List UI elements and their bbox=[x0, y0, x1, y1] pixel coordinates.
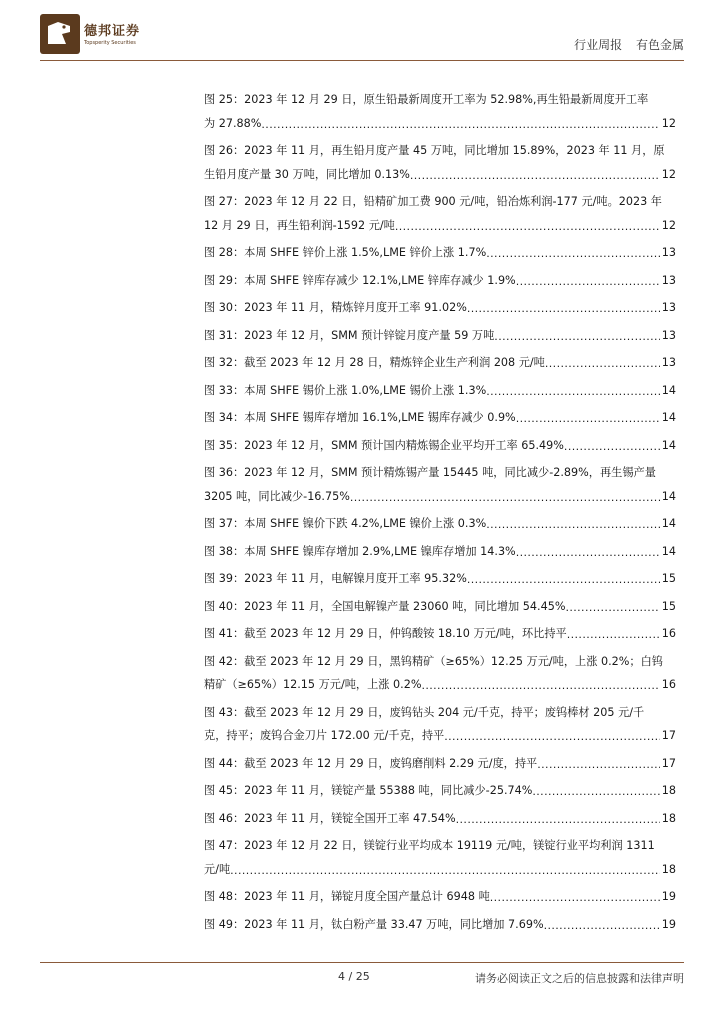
toc-entry-text: 克，持平；废钨合金刀片 172.00 元/千克，持平 bbox=[204, 729, 445, 742]
toc-entry-text: 3205 吨，同比减少-16.75% bbox=[204, 489, 350, 503]
toc-entry[interactable] bbox=[204, 434, 676, 458]
toc-leader-dots bbox=[567, 623, 660, 641]
toc-entry-text: 图 26：2023 年 11 月，再生铅月度产量 45 万吨，同比增加 15.89%，2023 年 11 月，原 bbox=[204, 144, 665, 157]
toc-entry-text: 图 25：2023 年 12 月 29 日，原生铅最新周度开工率为 52.98%,再生铅最新周度开工率 bbox=[204, 93, 649, 106]
toc-entry-text: 图 48：2023 年 11 月，锑锭月度全国产量总计 6948 吨 bbox=[204, 890, 490, 903]
toc-leader-dots bbox=[395, 215, 660, 233]
page-header bbox=[40, 12, 684, 58]
toc-leader-dots bbox=[494, 325, 659, 343]
toc-entry-text: 图 39：2023 年 11 月，电解镍月度开工率 95.32% bbox=[204, 572, 467, 585]
toc-line bbox=[204, 241, 676, 265]
toc-line bbox=[204, 379, 676, 403]
toc-page-number: 18 bbox=[661, 862, 676, 876]
toc-entry-text: 图 29：本周 SHFE 锌库存减少 12.1%,LME 锌库存减少 1.9% bbox=[204, 273, 516, 287]
toc-entry-text: 图 27：2023 年 12 月 22 日，铅精矿加工费 900 元/吨，铅冶炼利润-177 元/吨。2023 年 bbox=[204, 195, 662, 208]
toc-line bbox=[204, 296, 676, 320]
toc-line bbox=[204, 214, 676, 238]
toc-entry[interactable] bbox=[204, 241, 676, 265]
toc-line bbox=[204, 190, 676, 214]
toc-entry[interactable] bbox=[204, 324, 676, 348]
toc-leader-dots bbox=[486, 513, 660, 531]
figure-index bbox=[204, 88, 676, 940]
toc-line bbox=[204, 406, 676, 430]
toc-entry[interactable] bbox=[204, 379, 676, 403]
toc-page-number: 14 bbox=[661, 438, 676, 452]
toc-line bbox=[204, 752, 676, 776]
toc-entry[interactable] bbox=[204, 139, 676, 186]
toc-line bbox=[204, 834, 676, 858]
toc-entry[interactable] bbox=[204, 540, 676, 564]
toc-page-number: 16 bbox=[661, 678, 676, 691]
report-category bbox=[574, 36, 684, 53]
page-number: 4 / 25 bbox=[338, 970, 370, 983]
toc-line bbox=[204, 269, 676, 293]
toc-entry-text: 图 49：2023 年 11 月，钛白粉产量 33.47 万吨，同比增加 7.69% bbox=[204, 917, 544, 931]
toc-page-number: 13 bbox=[661, 328, 676, 342]
toc-entry-text: 图 37：本周 SHFE 镍价下跌 4.2%,LME 镍价上涨 0.3% bbox=[204, 517, 487, 530]
toc-entry-text: 图 35：2023 年 12 月，SMM 预计国内精炼锡企业平均开工率 65.49% bbox=[204, 438, 564, 452]
toc-page-number: 15 bbox=[661, 599, 676, 613]
toc-line bbox=[204, 461, 676, 485]
toc-leader-dots bbox=[486, 242, 660, 260]
toc-entry[interactable] bbox=[204, 351, 676, 375]
logo-english-name: Topsperity Securities bbox=[84, 40, 136, 46]
toc-line bbox=[204, 324, 676, 348]
toc-leader-dots bbox=[490, 886, 660, 904]
toc-line bbox=[204, 163, 676, 187]
toc-line bbox=[204, 885, 676, 909]
toc-entry-text: 元/吨 bbox=[204, 862, 231, 876]
toc-leader-dots bbox=[545, 352, 660, 370]
toc-leader-dots bbox=[261, 113, 659, 131]
toc-entry[interactable] bbox=[204, 595, 676, 619]
toc-page-number: 12 bbox=[661, 218, 676, 232]
toc-entry-text: 图 36：2023 年 12 月，SMM 预计精炼锡产量 15445 吨，同比减少-2.89%，再生锡产量 bbox=[204, 466, 656, 479]
toc-page-number: 13 bbox=[661, 301, 676, 314]
toc-entry-text: 生铅月度产量 30 万吨，同比增加 0.13% bbox=[204, 167, 410, 181]
toc-entry[interactable] bbox=[204, 296, 676, 320]
toc-entry-text: 图 41：截至 2023 年 12 月 29 日，仲钨酸铵 18.10 万元/吨，环比持平 bbox=[204, 627, 567, 640]
toc-entry-text: 图 31：2023 年 12 月，SMM 预计锌锭月度产量 59 万吨 bbox=[204, 328, 495, 342]
toc-entry-text: 图 34：本周 SHFE 锡库存增加 16.1%,LME 锡库存减少 0.9% bbox=[204, 411, 516, 424]
report-sector: 有色金属 bbox=[635, 38, 684, 52]
toc-leader-dots bbox=[421, 674, 659, 692]
toc-page-number: 12 bbox=[661, 116, 676, 130]
toc-entry-text: 图 32：截至 2023 年 12 月 28 日，精炼锌企业生产利润 208 元/吨 bbox=[204, 356, 545, 369]
logo-chinese-name: 德邦证券 bbox=[84, 24, 141, 39]
toc-line bbox=[204, 650, 676, 674]
toc-entry[interactable] bbox=[204, 807, 676, 831]
footer-divider bbox=[40, 962, 684, 963]
toc-page-number: 14 bbox=[661, 383, 676, 397]
toc-entry[interactable] bbox=[204, 752, 676, 776]
toc-entry-text: 精矿（≥65%）12.15 万元/吨，上涨 0.2% bbox=[204, 678, 422, 691]
toc-entry[interactable] bbox=[204, 622, 676, 646]
toc-entry[interactable] bbox=[204, 190, 676, 237]
toc-leader-dots bbox=[544, 914, 660, 932]
toc-entry-text: 12 月 29 日，再生铅利润-1592 元/吨 bbox=[204, 218, 395, 232]
toc-entry-text: 图 38：本周 SHFE 镍库存增加 2.9%,LME 镍库存增加 14.3% bbox=[204, 544, 516, 558]
toc-entry[interactable] bbox=[204, 461, 676, 508]
toc-line bbox=[204, 351, 676, 375]
logo-icon bbox=[40, 14, 80, 54]
toc-entry-text: 图 42：截至 2023 年 12 月 29 日，黑钨精矿（≥65%）12.25 万元/吨，上涨 0.2%；白钨 bbox=[204, 654, 663, 668]
toc-leader-dots bbox=[532, 780, 659, 798]
toc-page-number: 19 bbox=[661, 917, 676, 931]
toc-page-number: 15 bbox=[661, 572, 676, 585]
toc-entry-text: 图 40：2023 年 11 月，全国电解镍产量 23060 吨，同比增加 54.45% bbox=[204, 599, 566, 613]
toc-line bbox=[204, 485, 676, 509]
toc-leader-dots bbox=[456, 808, 660, 826]
toc-entry[interactable] bbox=[204, 512, 676, 536]
toc-line bbox=[204, 807, 676, 831]
toc-leader-dots bbox=[444, 725, 660, 743]
toc-line bbox=[204, 913, 676, 937]
report-type: 行业周报 bbox=[574, 38, 623, 52]
toc-line bbox=[204, 779, 676, 803]
toc-entry-text: 图 45：2023 年 11 月，镁锭产量 55388 吨，同比减少-25.74% bbox=[204, 784, 533, 797]
toc-page-number: 19 bbox=[661, 890, 676, 903]
toc-entry[interactable] bbox=[204, 269, 676, 293]
toc-entry[interactable] bbox=[204, 701, 676, 748]
toc-page-number: 16 bbox=[661, 627, 676, 640]
toc-page-number: 14 bbox=[661, 411, 676, 424]
toc-entry-text: 图 28：本周 SHFE 锌价上涨 1.5%,LME 锌价上涨 1.7% bbox=[204, 246, 487, 259]
toc-line bbox=[204, 112, 676, 136]
disclaimer-note: 请务必阅读正文之后的信息披露和法律声明 bbox=[475, 972, 684, 985]
toc-entry[interactable] bbox=[204, 406, 676, 430]
toc-entry[interactable] bbox=[204, 88, 676, 135]
toc-entry-text: 图 33：本周 SHFE 锡价上涨 1.0%,LME 锡价上涨 1.3% bbox=[204, 383, 487, 397]
toc-entry[interactable] bbox=[204, 650, 676, 697]
toc-line bbox=[204, 434, 676, 458]
toc-line bbox=[204, 622, 676, 646]
toc-page-number: 14 bbox=[661, 517, 676, 530]
toc-entry[interactable] bbox=[204, 567, 676, 591]
toc-entry-text: 图 44：截至 2023 年 12 月 29 日，废钨磨削料 2.29 元/度，持平 bbox=[204, 756, 538, 770]
toc-entry[interactable] bbox=[204, 779, 676, 803]
toc-entry-text: 图 46：2023 年 11 月，镁锭全国开工率 47.54% bbox=[204, 811, 456, 825]
toc-entry-text: 图 47：2023 年 12 月 22 日，镁锭行业平均成本 19119 元/吨，镁锭行业平均利润 1311 bbox=[204, 839, 655, 852]
toc-leader-dots bbox=[486, 380, 660, 398]
toc-page-number: 17 bbox=[661, 729, 676, 742]
toc-line bbox=[204, 858, 676, 882]
toc-line bbox=[204, 540, 676, 564]
toc-leader-dots bbox=[410, 164, 660, 182]
toc-line bbox=[204, 724, 676, 748]
toc-line bbox=[204, 673, 676, 697]
toc-line bbox=[204, 595, 676, 619]
company-logo bbox=[40, 14, 150, 54]
toc-leader-dots bbox=[230, 859, 660, 877]
toc-entry[interactable] bbox=[204, 885, 676, 909]
toc-line bbox=[204, 701, 676, 725]
toc-line bbox=[204, 512, 676, 536]
toc-page-number: 14 bbox=[661, 544, 676, 558]
toc-page-number: 13 bbox=[661, 356, 676, 369]
toc-leader-dots bbox=[516, 270, 660, 288]
toc-entry-text: 图 30：2023 年 11 月，精炼锌月度开工率 91.02% bbox=[204, 301, 467, 314]
toc-page-number: 18 bbox=[661, 784, 676, 797]
toc-leader-dots bbox=[467, 568, 660, 586]
toc-line bbox=[204, 139, 676, 163]
toc-leader-dots bbox=[565, 596, 659, 614]
toc-line bbox=[204, 567, 676, 591]
toc-page-number: 17 bbox=[661, 756, 676, 770]
toc-entry-text: 为 27.88% bbox=[204, 116, 262, 130]
toc-page-number: 18 bbox=[661, 811, 676, 825]
toc-leader-dots bbox=[467, 297, 660, 315]
toc-page-number: 14 bbox=[661, 489, 676, 503]
header-divider bbox=[40, 60, 684, 61]
toc-leader-dots bbox=[516, 541, 660, 559]
toc-line bbox=[204, 88, 676, 112]
toc-leader-dots bbox=[516, 407, 660, 425]
toc-leader-dots bbox=[350, 486, 660, 504]
toc-entry-text: 图 43：截至 2023 年 12 月 29 日，废钨钻头 204 元/千克，持平；废钨棒材 205 元/千 bbox=[204, 705, 645, 719]
toc-page-number: 13 bbox=[661, 246, 676, 259]
toc-page-number: 12 bbox=[661, 167, 676, 181]
toc-leader-dots bbox=[537, 753, 660, 771]
toc-entry[interactable] bbox=[204, 913, 676, 937]
toc-leader-dots bbox=[564, 435, 660, 453]
toc-entry[interactable] bbox=[204, 834, 676, 881]
toc-page-number: 13 bbox=[661, 273, 676, 287]
